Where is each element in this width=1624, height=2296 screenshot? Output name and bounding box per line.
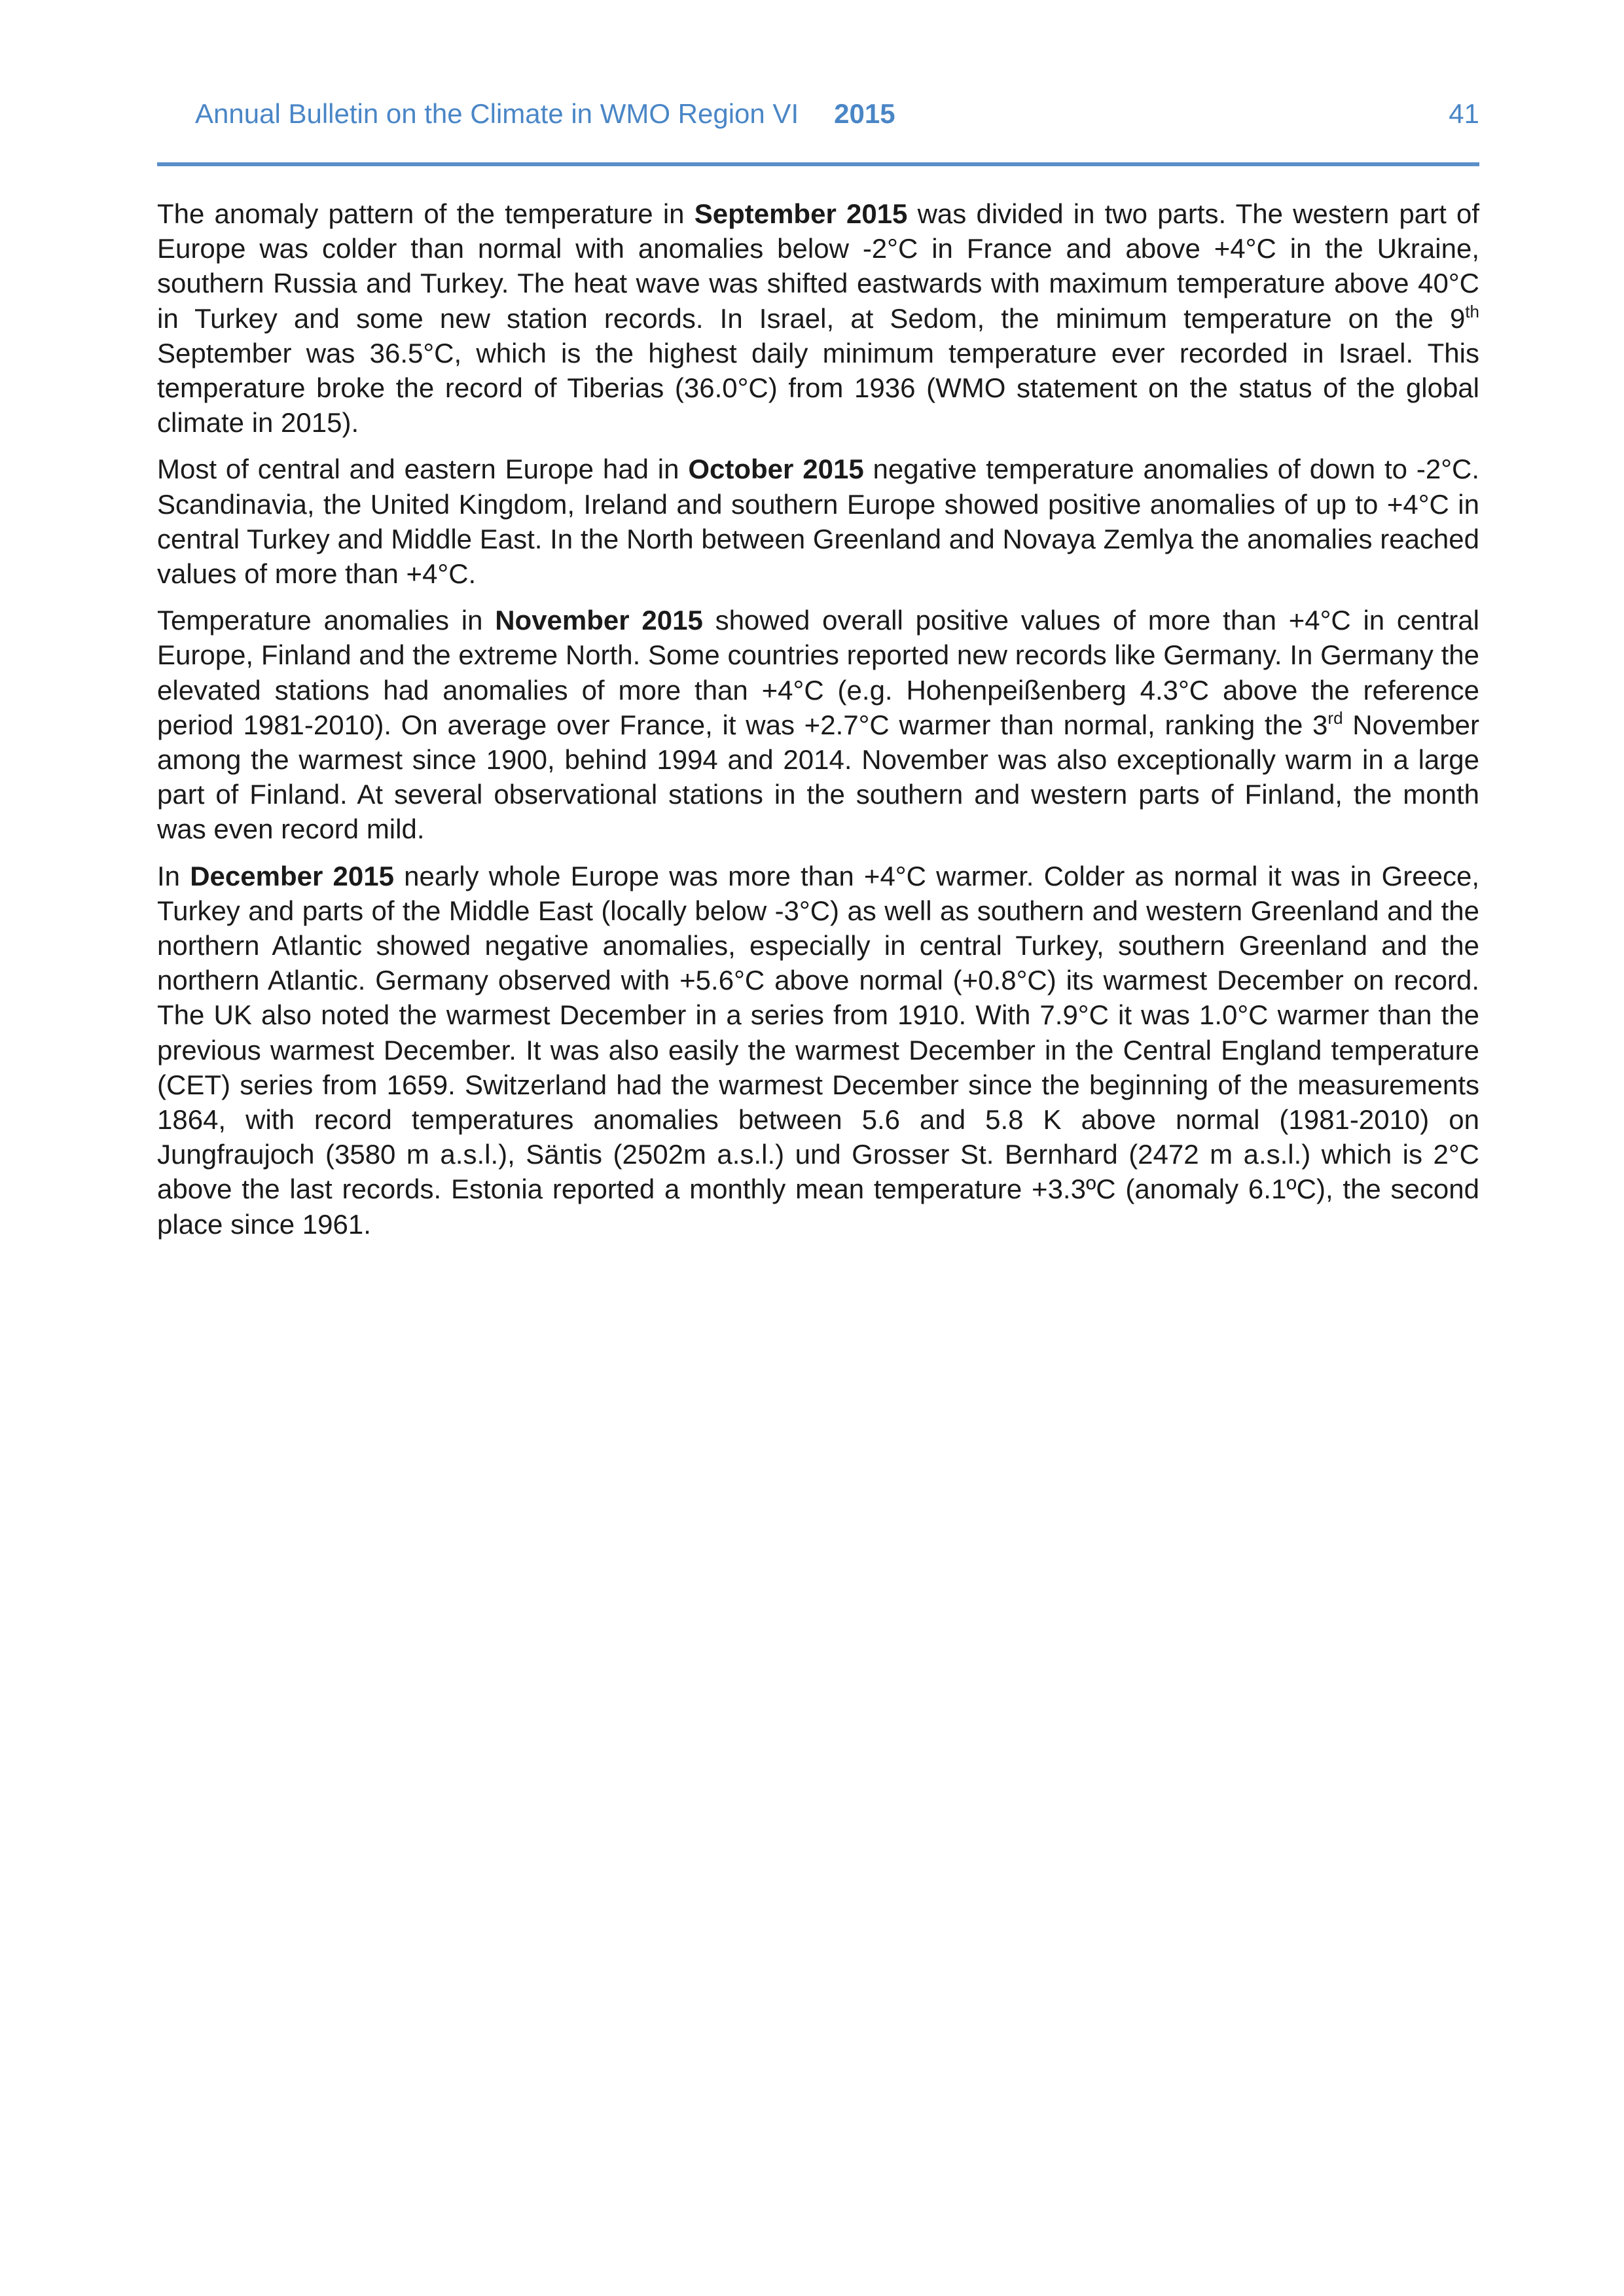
- paragraph-text: nearly whole Europe was more than +4°C warmer. Colder as normal it was in Greece, Turkey and parts of the Middle East (locally below -3°C) as well as southern and western Greenland and the northern Atlantic showed negative anomalies, especially in central Turkey, southern Greenland and the northern Atlantic. Germany observed with +5.6°C above normal (+0.8°C) its warmest December on record. The UK also noted the warmest December in a series from 1910. With 7.9°C it was 1.0°C warmer than the previous warmest December. It was also easily the warmest December in the Central England temperature (CET) series from 1659. Switzerland had the warmest December since the beginning of the measurements 1864, with record temperatures anomalies between 5.6 and 5.8 K above normal (1981-2010) on Jungfraujoch (3580 m a.s.l.), Säntis (2502m a.s.l.) und Grosser St. Bernhard (2472 m a.s.l.) which is 2°C above the last records. Estonia reported a monthly mean temperature +3.3ºC (anomaly 6.1ºC), the second place since 1961.: [157, 860, 1479, 1240]
- paragraph-december: [157, 859, 1479, 1242]
- running-title: [195, 98, 895, 130]
- paragraph-text: showed overall positive values of more than +4°C in central Europe, Finland and the extreme North. Some countries reported new records like Germany. In Germany the elevated stations had anomalies of more than +4°C (e.g. Hohenpeißenberg 4.3°C above the reference period 1981-2010). On average over France, it was +2.7°C warmer than normal, ranking the 3: [157, 605, 1479, 740]
- paragraph-text: In: [157, 860, 190, 891]
- paragraph-text: November among the warmest since 1900, behind 1994 and 2014. November was also exceptionally warm in a large part of Finland. At several observational stations in the southern and western parts of Finland, the month was even record mild.: [157, 709, 1479, 845]
- month-heading: September 2015: [694, 198, 908, 229]
- page-header: [157, 92, 1479, 166]
- paragraph-text: Most of central and eastern Europe had in: [157, 454, 689, 485]
- month-heading: November 2015: [495, 605, 703, 636]
- paragraph-october: [157, 452, 1479, 591]
- paragraph-text: was divided in two parts. The western part of Europe was colder than normal with anomalies below -2°C in France and above +4°C in the Ukraine, southern Russia and Turkey. The heat wave was shifted eastwards with maximum temperature above 40°C in Turkey and some new station records. In Israel, at Sedom, the minimum temperature on the 9: [157, 198, 1480, 334]
- paragraph-text: negative temperature anomalies of down to -2°C. Scandinavia, the United Kingdom, Ireland and southern Europe showed positive anomalies of up to +4°C in central Turkey and Middle East. In the North between Greenland and Novaya Zemlya the anomalies reached values of more than +4°C.: [157, 454, 1479, 590]
- month-heading: December 2015: [190, 860, 394, 891]
- paragraph-november: [157, 603, 1479, 846]
- body-text: [157, 196, 1479, 1253]
- ordinal-suffix: th: [1465, 301, 1479, 321]
- paragraph-text: September was 36.5°C, which is the highest daily minimum temperature ever recorded in Israel. This temperature broke the record of Tiberias (36.0°C) from 1936 (WMO statement on the status of the global climate in 2015).: [157, 337, 1479, 439]
- page-number: 41: [1449, 98, 1479, 129]
- paragraph-september: [157, 196, 1479, 440]
- paragraph-text: The anomaly pattern of the temperature in: [157, 198, 695, 229]
- paragraph-text: Temperature anomalies in: [157, 605, 496, 636]
- ordinal-suffix: rd: [1327, 708, 1343, 728]
- running-title-text: Annual Bulletin on the Climate in WMO Region VI: [195, 98, 799, 129]
- running-title-year: 2015: [834, 98, 895, 129]
- month-heading: October 2015: [688, 454, 864, 485]
